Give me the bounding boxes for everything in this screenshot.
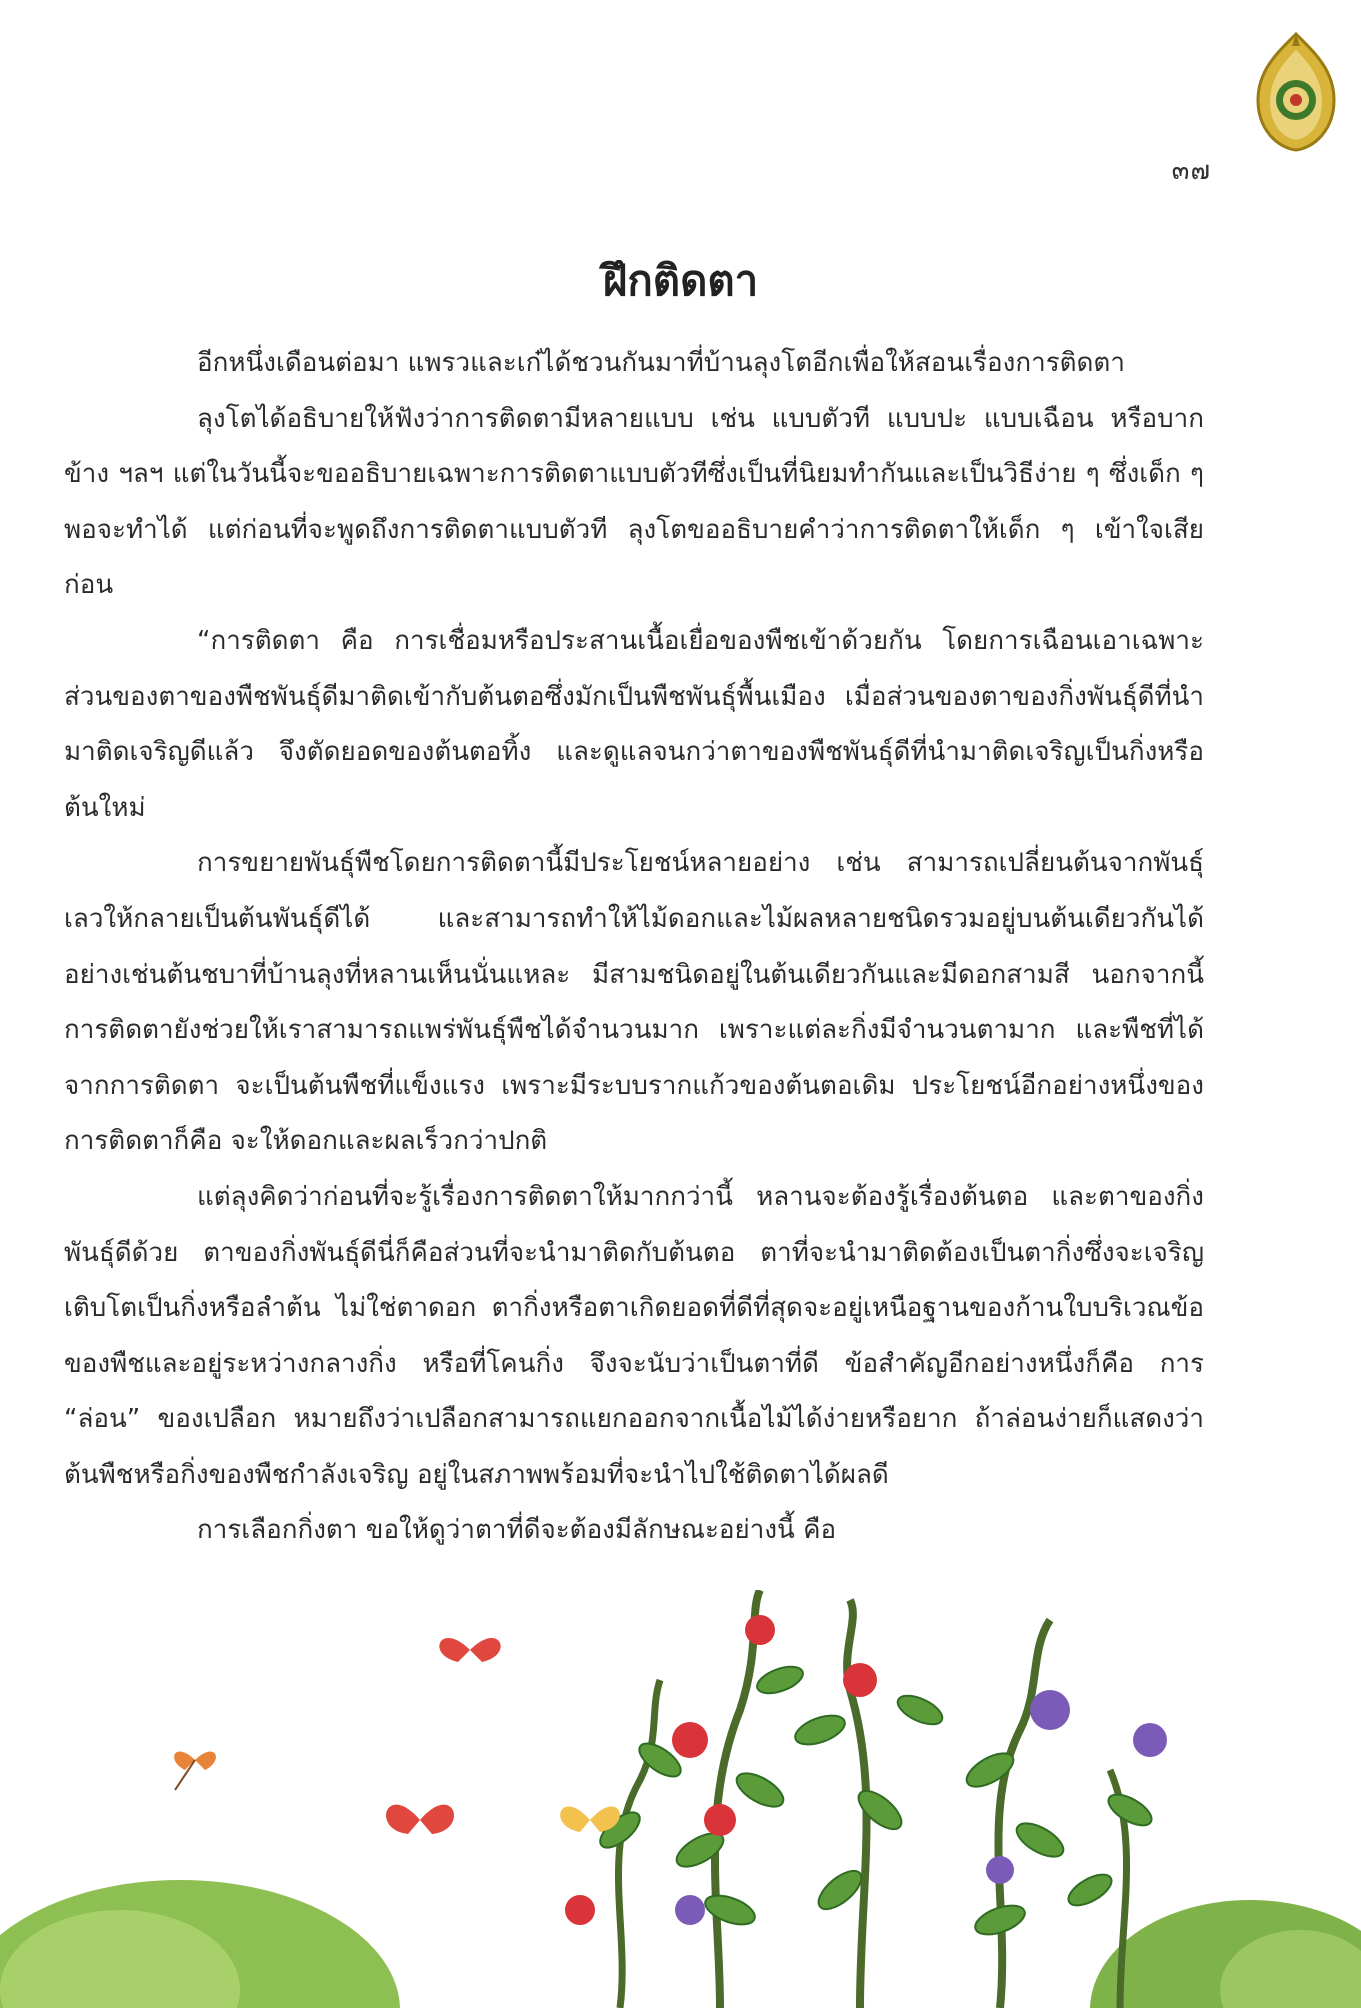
red-flower [745, 1615, 775, 1645]
garden-illustration [0, 1590, 1361, 2008]
leaves [595, 1661, 1157, 1940]
school-crest-emblem-icon [1248, 30, 1344, 154]
paragraph: อีกหนึ่งเดือนต่อมา แพรวและเก๋ได้ชวนกันมาที่บ้านลุงโตอีกเพื่อให้สอนเรื่องการติดตา [197, 348, 1125, 378]
purple-flower [675, 1895, 705, 1925]
red-flower [565, 1895, 595, 1925]
stem [998, 1620, 1050, 2008]
stem [618, 1680, 660, 2008]
purple-flower [1133, 1723, 1167, 1757]
paragraph: การเลือกกิ่งตา ขอให้ดูว่าตาที่ดีจะต้องมีลักษณะอย่างนี้ คือ [197, 1515, 837, 1546]
red-flower [672, 1722, 708, 1758]
paragraph: แต่ลุงคิดว่าก่อนที่จะรู้เรื่องการติดตาให้มากกว่านี้ หลานจะต้องรู้เรื่องต้นตอ และตาของกิ่งพันธุ์ดีด้วย ตาของกิ่งพันธุ์ดีนี่ก็คือส่วนที่จะนำมาติดกับต้นตอ ตาที่จะนำมาติดต้องเป็นตากิ่งซึ่งจะเจริญเติบโตเป็นกิ่งหรือลำต้น ไม่ใช่ตาดอก ตากิ่งหรือตาเกิดยอดที่ดีที่สุดจะอยู่เหนือฐานของก้านใบบริเวณข้อของพืชและอยู่ระหว่างกลางกิ่ง หรือที่โคนกิ่ง จึงจะนับว่าเป็นตาที่ดี ข้อสำคัญอีกอย่างหนึ่งก็คือ การ “ล่อน” ของเปลือก หมายถึงว่าเปลือกสามารถแยกออกจากเนื้อไม้ได้ง่ายหรือยาก ถ้าล่อนง่ายก็แสดงว่าต้นพืชหรือกิ่งของพืชกำลังเจริญ อยู่ในสภาพพร้อมที่จะนำไปใช้ติดตาได้ผลดี [64, 1181, 1204, 1490]
paragraph: การขยายพันธุ์พืชโดยการติดตานี้มีประโยชน์หลายอย่าง เช่น สามารถเปลี่ยนต้นจากพันธุ์เลวให้กลายเป็นต้นพันธุ์ดีได้ และสามารถทำให้ไม้ดอกและไม้ผลหลายชนิดรวมอยู่บนต้นเดียวกันได้ อย่างเช่นต้นชบาที่บ้านลุงที่หลานเห็นนั่นแหละ มีสามชนิดอยู่ในต้นเดียวกันและมีดอกสามสี นอกจากนี้การติดตายังช่วยให้เราสามารถแพร่พันธุ์พืชได้จำนวนมาก เพราะแต่ละกิ่งมีจำนวนตามาก และพืชที่ได้จากการติดตา จะเป็นต้นพืชที่แข็งแรง เพราะมีระบบรากแก้วของต้นตอเดิม ประโยชน์อีกอย่างหนึ่งของการติดตาก็คือ จะให้ดอกและผลเร็วกว่าปกติ [64, 848, 1204, 1157]
purple-flower [1030, 1690, 1070, 1730]
paragraph: “การติดตา คือ การเชื่อมหรือประสานเนื้อเยื่อของพืชเข้าด้วยกัน โดยการเฉือนเอาเฉพาะส่วนของตาของพืชพันธุ์ดีมาติดเข้ากับต้นตอซึ่งมักเป็นพืชพันธุ์พื้นเมือง เมื่อส่วนของตาของกิ่งพันธุ์ดีที่นำมาติดเจริญดีแล้ว จึงตัดยอดของต้นตอทิ้ง และดูแลจนกว่าตาของพืชพันธุ์ดีที่นำมาติดเจริญเป็นกิ่งหรือต้นใหม่ [64, 625, 1204, 823]
butterfly-yellow-icon [560, 1806, 620, 1832]
red-flower [843, 1663, 877, 1697]
butterfly-orange-icon [174, 1751, 216, 1790]
red-flower [704, 1804, 736, 1836]
page-title: ฝึกติดตา [602, 256, 759, 305]
paragraph: ลุงโตได้อธิบายให้ฟังว่าการติดตามีหลายแบบ เช่น แบบตัวที แบบปะ แบบเฉือน หรือบากข้าง ฯลฯ แต่ในวันนี้จะขออธิบายเฉพาะการติดตาแบบตัวทีซึ่งเป็นที่นิยมทำกันและเป็นวิธีง่าย ๆ ซึ่งเด็ก ๆ พอจะทำได้ แต่ก่อนที่จะพูดถึงการติดตาแบบตัวที ลุงโตขออธิบายคำว่าการติดตาให้เด็ก ๆ เข้าใจเสียก่อน [64, 403, 1204, 601]
butterfly-red-icon [439, 1638, 500, 1662]
article-body [64, 336, 1204, 1559]
purple-flower [986, 1856, 1014, 1884]
page-number: ๓๗ [1171, 156, 1211, 186]
butterfly-red-icon [386, 1805, 454, 1834]
